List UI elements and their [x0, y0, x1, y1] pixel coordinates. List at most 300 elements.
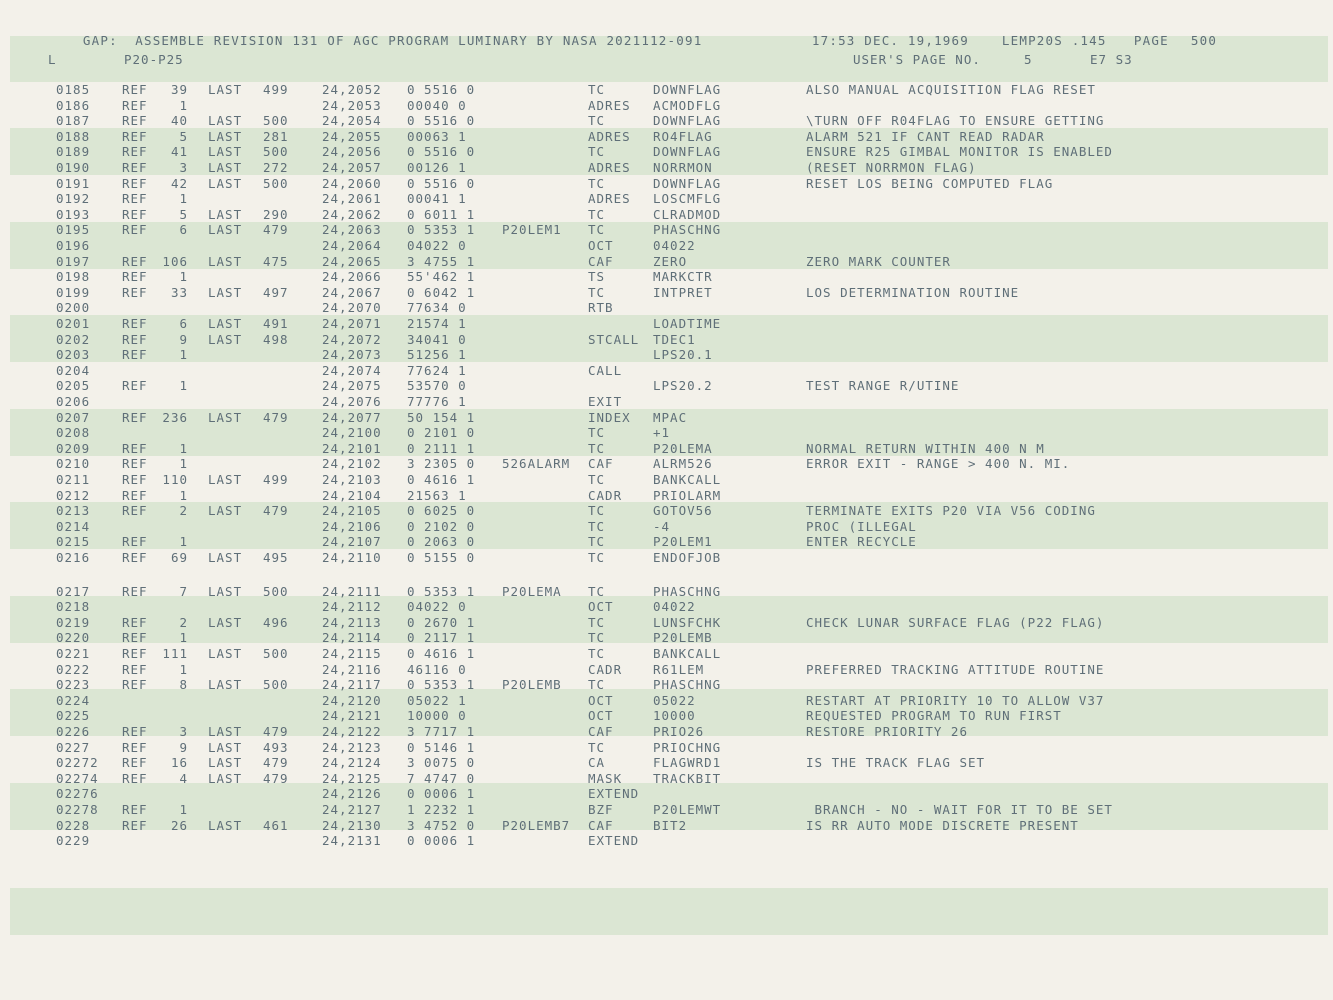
octal-code: 0 0006 1: [407, 833, 476, 849]
opcode: EXTEND: [588, 786, 640, 802]
ref-keyword: REF: [122, 739, 148, 755]
ref-count: 26: [170, 817, 188, 833]
last-keyword: LAST: [208, 144, 243, 160]
address: 24,2072: [322, 331, 382, 347]
address: 24,2106: [322, 518, 382, 534]
octal-code: 0 5516 0: [407, 82, 476, 97]
line-number: 0212: [56, 487, 91, 503]
ref-count: 8: [179, 677, 188, 693]
last-page: 496: [263, 614, 289, 630]
last-page: 493: [263, 739, 289, 755]
assembly-title: GAP: ASSEMBLE REVISION 131 OF AGC PROGRAM LUMINARY BY NASA 2021112-091: [82, 33, 703, 48]
opcode: TC: [588, 144, 606, 160]
octal-code: 3 7717 1: [407, 724, 476, 739]
operand: P20LEM1: [653, 534, 713, 550]
ref-count: 236: [162, 409, 188, 425]
opcode: TC: [588, 583, 606, 599]
address: 24,2103: [322, 472, 382, 487]
opcode: TC: [588, 175, 606, 191]
ref-count: 7: [179, 583, 188, 599]
ref-keyword: REF: [122, 97, 148, 113]
address: 24,2131: [322, 833, 382, 849]
last-keyword: LAST: [208, 503, 243, 519]
line-number: 02278: [56, 802, 99, 817]
operand: LOSCMFLG: [653, 191, 722, 207]
comment: RESET LOS BEING COMPUTED FLAG: [806, 175, 1054, 191]
ref-keyword: REF: [122, 253, 148, 269]
ref-keyword: REF: [122, 802, 148, 817]
operand: RO4FLAG: [653, 128, 713, 144]
opcode: CAF: [588, 724, 614, 739]
ref-keyword: REF: [122, 755, 148, 771]
operand: ALRM526: [653, 456, 713, 472]
opcode: TC: [588, 284, 606, 300]
last-page: 491: [263, 316, 289, 331]
line-number: 0219: [56, 614, 91, 630]
line-number: 0210: [56, 456, 91, 472]
comment: REQUESTED PROGRAM TO RUN FIRST: [806, 708, 1062, 724]
listing-row: [0, 818, 1333, 834]
operand: LPS20.2: [653, 378, 713, 394]
opcode: OCT: [588, 599, 614, 615]
operand: PHASCHNG: [653, 677, 722, 693]
operand: MARKCTR: [653, 269, 713, 285]
comment: \TURN OFF R04FLAG TO ENSURE GETTING: [806, 113, 1105, 129]
last-page: 500: [263, 144, 289, 160]
octal-code: 46116 0: [407, 661, 467, 677]
symbol-label: P20LEMB7: [502, 817, 571, 833]
opcode: CADR: [588, 661, 623, 677]
opcode: TC: [588, 534, 606, 550]
last-keyword: LAST: [208, 160, 243, 175]
line-number: 0186: [56, 97, 91, 113]
line-number: 0204: [56, 362, 91, 378]
last-keyword: LAST: [208, 677, 243, 693]
listing-row: [0, 441, 1333, 457]
listing-row: [0, 269, 1333, 285]
opcode: TC: [588, 739, 606, 755]
comment: TERMINATE EXITS P20 VIA V56 CODING: [806, 503, 1096, 519]
line-number: 0209: [56, 440, 91, 456]
opcode: TC: [588, 82, 606, 97]
line-number: 0225: [56, 708, 91, 724]
listing-row: [0, 98, 1333, 114]
octal-code: 0 2102 0: [407, 518, 476, 534]
address: 24,2116: [322, 661, 382, 677]
octal-code: 50 154 1: [407, 409, 476, 425]
address: 24,2075: [322, 378, 382, 394]
ref-keyword: REF: [122, 503, 148, 519]
opcode: CAF: [588, 456, 614, 472]
address: 24,2126: [322, 786, 382, 802]
ref-keyword: REF: [122, 378, 148, 394]
operand: P20LEMWT: [653, 802, 722, 817]
last-keyword: LAST: [208, 755, 243, 771]
listing-row: [0, 410, 1333, 426]
opcode: TS: [588, 269, 606, 285]
listing-row: [0, 584, 1333, 600]
users-page-number: 5: [1024, 52, 1033, 67]
ref-count: 1: [179, 269, 188, 285]
ref-keyword: REF: [122, 534, 148, 550]
octal-code: 77624 1: [407, 362, 467, 378]
comment: LOS DETERMINATION ROUTINE: [806, 284, 1020, 300]
listing-row: [0, 285, 1333, 301]
octal-code: 21574 1: [407, 316, 467, 331]
ref-keyword: REF: [122, 630, 148, 646]
last-keyword: LAST: [208, 646, 243, 661]
operand: FLAGWRD1: [653, 755, 722, 771]
symbol-label: 526ALARM: [502, 456, 571, 472]
address: 24,2061: [322, 191, 382, 207]
line-number: 0188: [56, 128, 91, 144]
ref-keyword: REF: [122, 583, 148, 599]
page-number-text: 500: [1190, 33, 1218, 48]
opcode: ADRES: [588, 160, 631, 175]
line-number: 0203: [56, 347, 91, 363]
ref-keyword: REF: [122, 646, 148, 661]
ref-keyword: REF: [122, 144, 148, 160]
comment: RESTART AT PRIORITY 10 TO ALLOW V37: [806, 692, 1105, 708]
address: 24,2123: [322, 739, 382, 755]
opcode: OCT: [588, 238, 614, 253]
opcode: CAF: [588, 253, 614, 269]
octal-code: 0 2063 0: [407, 534, 476, 550]
listing-row: [0, 599, 1333, 615]
address: 24,2130: [322, 817, 382, 833]
opcode: STCALL: [588, 331, 640, 347]
line-number: 0193: [56, 206, 91, 222]
ref-count: 1: [179, 191, 188, 207]
line-number: 0221: [56, 646, 91, 661]
ref-keyword: REF: [122, 331, 148, 347]
octal-code: 3 4755 1: [407, 253, 476, 269]
address: 24,2077: [322, 409, 382, 425]
listing-row: [0, 394, 1333, 410]
octal-code: 00063 1: [407, 128, 467, 144]
line-number: 0228: [56, 817, 91, 833]
address: 24,2073: [322, 347, 382, 363]
ref-keyword: REF: [122, 487, 148, 503]
comment: PROC (ILLEGAL: [806, 518, 917, 534]
opcode: EXIT: [588, 394, 623, 409]
last-keyword: LAST: [208, 550, 243, 565]
opcode: TC: [588, 550, 606, 565]
line-number: 02276: [56, 786, 99, 802]
octal-code: 0 2117 1: [407, 630, 476, 646]
comment: ERROR EXIT - RANGE > 400 N. MI.: [806, 456, 1071, 472]
line-number: 0208: [56, 425, 91, 441]
listing-row: [0, 144, 1333, 160]
address: 24,2060: [322, 175, 382, 191]
last-page: 500: [263, 113, 289, 129]
address: 24,2127: [322, 802, 382, 817]
last-keyword: LAST: [208, 614, 243, 630]
address: 24,2052: [322, 82, 382, 97]
line-number: 0196: [56, 238, 91, 253]
operand: ACMODFLG: [653, 97, 722, 113]
address: 24,2064: [322, 238, 382, 253]
last-page: 479: [263, 724, 289, 739]
listing-row: [0, 677, 1333, 693]
ref-keyword: REF: [122, 160, 148, 175]
last-keyword: LAST: [208, 770, 243, 786]
operand: DOWNFLAG: [653, 113, 722, 129]
address: 24,2070: [322, 300, 382, 316]
line-number: 0199: [56, 284, 91, 300]
octal-code: 05022 1: [407, 692, 467, 708]
opcode: CADR: [588, 487, 623, 503]
last-page: 499: [263, 472, 289, 487]
listing-row: [0, 160, 1333, 176]
comment: CHECK LUNAR SURFACE FLAG (P22 FLAG): [806, 614, 1105, 630]
octal-code: 0 2670 1: [407, 614, 476, 630]
last-page: 290: [263, 206, 289, 222]
operand: LPS20.1: [653, 347, 713, 363]
last-keyword: LAST: [208, 724, 243, 739]
ref-keyword: REF: [122, 284, 148, 300]
page-label-text: PAGE: [1133, 33, 1169, 48]
listing-row: [0, 771, 1333, 787]
listing-row: [0, 503, 1333, 519]
address: 24,2121: [322, 708, 382, 724]
octal-code: 0 5353 1: [407, 222, 476, 238]
listing-row: [0, 238, 1333, 254]
last-keyword: LAST: [208, 128, 243, 144]
listing-row: [0, 129, 1333, 145]
ref-count: 1: [179, 534, 188, 550]
users-page-label: USER'S PAGE NO.: [853, 52, 981, 67]
line-number: 0191: [56, 175, 91, 191]
ref-keyword: REF: [122, 269, 148, 285]
octal-code: 00041 1: [407, 191, 467, 207]
ref-keyword: REF: [122, 724, 148, 739]
opcode: RTB: [588, 300, 614, 316]
sheet-code: E7 S3: [1090, 52, 1133, 67]
listing-row: [0, 833, 1333, 849]
address: 24,2067: [322, 284, 382, 300]
opcode: ADRES: [588, 128, 631, 144]
line-number: 0218: [56, 599, 91, 615]
line-number: 0202: [56, 331, 91, 347]
address: 24,2056: [322, 144, 382, 160]
ref-count: 106: [162, 253, 188, 269]
line-number: 0200: [56, 300, 91, 316]
ref-keyword: REF: [122, 456, 148, 472]
octal-code: 0 5155 0: [407, 550, 476, 565]
subheader-left: L: [48, 52, 57, 67]
last-page: 500: [263, 175, 289, 191]
ref-keyword: REF: [122, 82, 148, 97]
ref-keyword: REF: [122, 614, 148, 630]
opcode: ADRES: [588, 97, 631, 113]
last-keyword: LAST: [208, 409, 243, 425]
address: 24,2071: [322, 316, 382, 331]
address: 24,2104: [322, 487, 382, 503]
opcode: OCT: [588, 692, 614, 708]
ref-keyword: REF: [122, 817, 148, 833]
line-number: 02274: [56, 770, 99, 786]
listing-row: [0, 472, 1333, 488]
octal-code: 00040 0: [407, 97, 467, 113]
ref-count: 3: [179, 160, 188, 175]
opcode: CALL: [588, 362, 623, 378]
line-number: 0206: [56, 394, 91, 409]
opcode: TC: [588, 222, 606, 238]
ref-count: 3: [179, 724, 188, 739]
octal-code: 04022 0: [407, 238, 467, 253]
octal-code: 3 2305 0: [407, 456, 476, 472]
last-page: 499: [263, 82, 289, 97]
operand: PRIO26: [653, 724, 705, 739]
ref-count: 9: [179, 331, 188, 347]
octal-code: 77634 0: [407, 300, 467, 316]
listing-row: [0, 802, 1333, 818]
ref-count: 5: [179, 206, 188, 222]
operand: CLRADMOD: [653, 206, 722, 222]
address: 24,2105: [322, 503, 382, 519]
last-page: 498: [263, 331, 289, 347]
operand: NORRMON: [653, 160, 713, 175]
octal-code: 7 4747 0: [407, 770, 476, 786]
address: 24,2053: [322, 97, 382, 113]
last-page: 281: [263, 128, 289, 144]
last-keyword: LAST: [208, 222, 243, 238]
opcode: MASK: [588, 770, 623, 786]
comment: ENSURE R25 GIMBAL MONITOR IS ENABLED: [806, 144, 1113, 160]
opcode: TC: [588, 503, 606, 519]
octal-code: 0 5146 1: [407, 739, 476, 755]
operand: 04022: [653, 599, 696, 615]
listing-row: [0, 347, 1333, 363]
operand: R61LEM: [653, 661, 705, 677]
last-page: 500: [263, 583, 289, 599]
octal-code: 0 6011 1: [407, 206, 476, 222]
comment: ENTER RECYCLE: [806, 534, 917, 550]
ref-keyword: REF: [122, 347, 148, 363]
listing-row: [0, 332, 1333, 348]
listing-row: [0, 488, 1333, 504]
opcode: TC: [588, 425, 606, 441]
listing-row: [0, 113, 1333, 129]
listing-row: [0, 755, 1333, 771]
operand: BANKCALL: [653, 646, 722, 661]
comment: IS RR AUTO MODE DISCRETE PRESENT: [806, 817, 1079, 833]
address: 24,2065: [322, 253, 382, 269]
opcode: TC: [588, 677, 606, 693]
octal-code: 0 6025 0: [407, 503, 476, 519]
octal-code: 3 4752 0: [407, 817, 476, 833]
line-number: 0220: [56, 630, 91, 646]
ref-keyword: REF: [122, 175, 148, 191]
opcode: BZF: [588, 802, 614, 817]
listing-row: [0, 708, 1333, 724]
ref-count: 2: [179, 614, 188, 630]
line-number: 0187: [56, 113, 91, 129]
listing-row: [0, 456, 1333, 472]
last-page: 461: [263, 817, 289, 833]
octal-code: 0 5353 1: [407, 583, 476, 599]
ref-keyword: REF: [122, 550, 148, 565]
line-number: 0190: [56, 160, 91, 175]
ref-count: 1: [179, 661, 188, 677]
octal-code: 0 5516 0: [407, 113, 476, 129]
octal-code: 77776 1: [407, 394, 467, 409]
listing-row: [0, 222, 1333, 238]
address: 24,2055: [322, 128, 382, 144]
line-number: 0198: [56, 269, 91, 285]
listing-row: [0, 300, 1333, 316]
ref-count: 9: [179, 739, 188, 755]
last-keyword: LAST: [208, 284, 243, 300]
opcode: CAF: [588, 817, 614, 833]
address: 24,2110: [322, 550, 382, 565]
comment: ZERO MARK COUNTER: [806, 253, 951, 269]
ref-count: 16: [170, 755, 188, 771]
octal-code: 21563 1: [407, 487, 467, 503]
ref-count: 40: [170, 113, 188, 129]
octal-code: 1 2232 1: [407, 802, 476, 817]
operand: DOWNFLAG: [653, 82, 722, 97]
operand: P20LEMA: [653, 440, 713, 456]
comment: ALSO MANUAL ACQUISITION FLAG RESET: [806, 82, 1096, 97]
comment: PREFERRED TRACKING ATTITUDE ROUTINE: [806, 661, 1105, 677]
last-keyword: LAST: [208, 739, 243, 755]
opcode: CA: [588, 755, 606, 771]
octal-code: 3 0075 0: [407, 755, 476, 771]
listing-row: [0, 662, 1333, 678]
address: 24,2122: [322, 724, 382, 739]
operand: ENDOFJOB: [653, 550, 722, 565]
line-number: 0201: [56, 316, 91, 331]
comment: TEST RANGE R/UTINE: [806, 378, 960, 394]
address: 24,2074: [322, 362, 382, 378]
operand: TRACKBIT: [653, 770, 722, 786]
address: 24,2111: [322, 583, 382, 599]
octal-code: 0 4616 1: [407, 472, 476, 487]
address: 24,2113: [322, 614, 382, 630]
ref-count: 1: [179, 378, 188, 394]
octal-code: 34041 0: [407, 331, 467, 347]
last-page: 479: [263, 755, 289, 771]
listing-row: [0, 740, 1333, 756]
listing-row: [0, 786, 1333, 802]
comment: RESTORE PRIORITY 26: [806, 724, 968, 739]
last-keyword: LAST: [208, 331, 243, 347]
address: 24,2102: [322, 456, 382, 472]
ref-keyword: REF: [122, 128, 148, 144]
ref-count: 1: [179, 802, 188, 817]
ref-count: 33: [170, 284, 188, 300]
listing-row: [0, 316, 1333, 332]
ref-count: 39: [170, 82, 188, 97]
last-keyword: LAST: [208, 472, 243, 487]
opcode: TC: [588, 630, 606, 646]
listing-row: [0, 550, 1333, 566]
operand: -4: [653, 518, 671, 534]
line-number: 0189: [56, 144, 91, 160]
line-number: 0197: [56, 253, 91, 269]
operand: LUNSFCHK: [653, 614, 722, 630]
octal-code: 0 5353 1: [407, 677, 476, 693]
line-number: 0205: [56, 378, 91, 394]
address: 24,2112: [322, 599, 382, 615]
listing-row: [0, 630, 1333, 646]
opcode: TC: [588, 614, 606, 630]
ref-count: 69: [170, 550, 188, 565]
ref-count: 1: [179, 440, 188, 456]
line-number: 02272: [56, 755, 99, 771]
